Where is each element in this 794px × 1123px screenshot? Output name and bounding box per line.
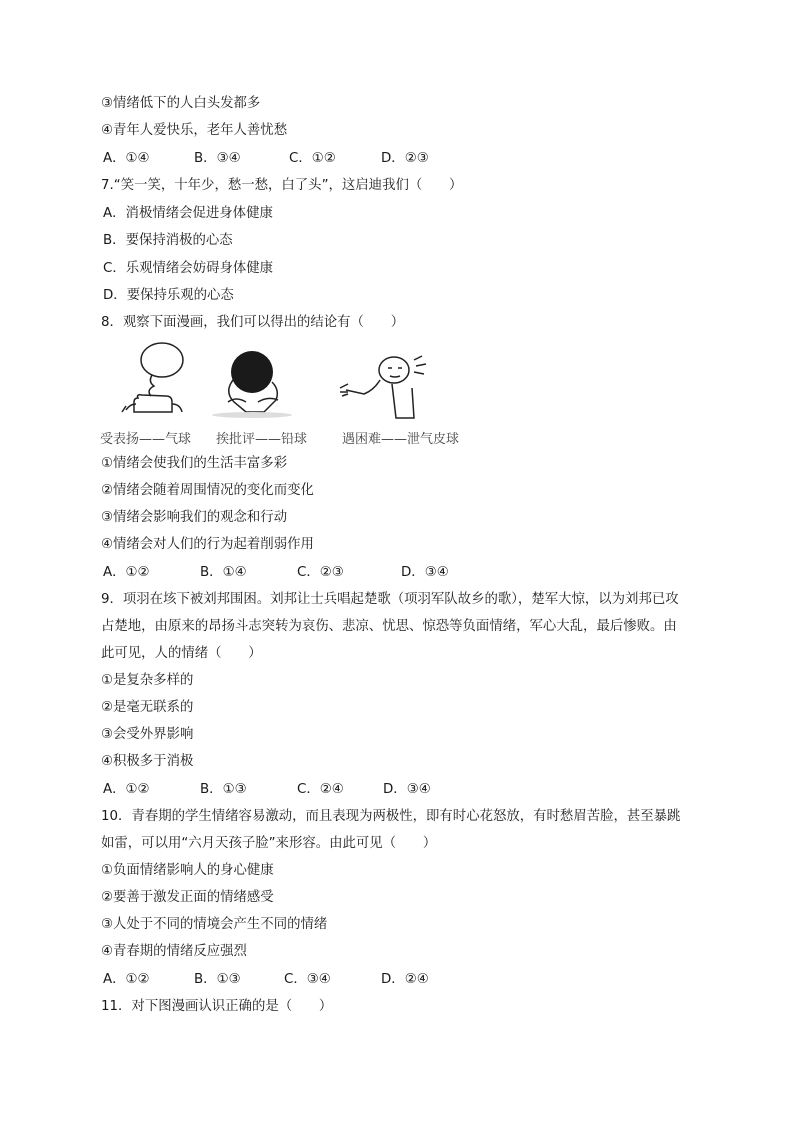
- q6-option-d: D．②③: [381, 151, 429, 166]
- q9-option-d: D．③④: [383, 782, 431, 797]
- q8-item-1: ①情绪会使我们的生活丰富多彩: [101, 456, 288, 471]
- q10-item-2: ②要善于激发正面的情绪感受: [101, 890, 274, 905]
- q10-option-c: C．③④: [284, 972, 331, 987]
- q8-item-4: ④情绪会对人们的行为起着削弱作用: [101, 537, 314, 552]
- q8-cartoon-illustration: [96, 340, 476, 428]
- q9-stem-line-2: 占楚地，由原来的昂扬斗志突转为哀伤、悲凉、忧思、惊恐等负面情绪，军心大乱，最后惨败。由: [101, 619, 677, 634]
- q7-stem: 7.“笑一笑，十年少，愁一愁，白了头”，这启迪我们（ ）: [101, 178, 463, 193]
- q9-item-2: ②是毫无联系的: [101, 700, 194, 715]
- q10-option-b: B．①③: [194, 972, 241, 987]
- deflated-ball-figure: [340, 356, 426, 418]
- q9-option-b: B．①③: [200, 782, 247, 797]
- q9-item-4: ④积极多于消极: [101, 754, 194, 769]
- q8-option-d: D．③④: [401, 565, 449, 580]
- q6-option-c: C．①②: [289, 151, 336, 166]
- q10-stem-line-1: 10．青春期的学生情绪容易激动，而且表现为两极性，即有时心花怒放，有时愁眉苦脸，甚至暴跳: [101, 809, 681, 824]
- q8-option-c: C．②③: [297, 565, 344, 580]
- q8-caption-criticism: 挨批评——铅球: [216, 432, 308, 447]
- q8-option-a: A．①②: [103, 565, 150, 580]
- q6-option-b: B．③④: [194, 151, 241, 166]
- q10-item-1: ①负面情绪影响人的身心健康: [101, 863, 274, 878]
- q6-item-4: ④青年人爱快乐，老年人善忧愁: [101, 123, 288, 138]
- q9-stem-line-3: 此可见，人的情绪（ ）: [101, 646, 262, 661]
- shotput-figure: [212, 351, 292, 418]
- q7-option-b: B．要保持消极的心态: [103, 233, 233, 248]
- q7-option-a: A．消极情绪会促进身体健康: [103, 206, 273, 221]
- q10-option-a: A．①②: [103, 972, 150, 987]
- q8-stem: 8．观察下面漫画，我们可以得出的结论有（ ）: [101, 315, 405, 330]
- q8-item-2: ②情绪会随着周围情况的变化而变化: [101, 483, 314, 498]
- q7-option-d: D．要保持乐观的心态: [103, 288, 234, 303]
- q6-option-a: A．①④: [103, 151, 150, 166]
- balloon-figure: [122, 343, 183, 412]
- q11-stem: 11．对下图漫画认识正确的是（ ）: [101, 999, 333, 1014]
- q10-item-3: ③人处于不同的情境会产生不同的情绪: [101, 917, 328, 932]
- q8-caption-difficulty: 遇困难——泄气皮球: [342, 432, 460, 447]
- q10-item-4: ④青春期的情绪反应强烈: [101, 944, 247, 959]
- q8-caption-praise: 受表扬——气球: [100, 432, 192, 447]
- q9-item-1: ①是复杂多样的: [101, 673, 194, 688]
- q10-stem-line-2: 如雷，可以用“六月天孩子脸”来形容。由此可见（ ）: [101, 836, 437, 851]
- q8-cartoon: [96, 340, 476, 448]
- q9-option-c: C．②④: [297, 782, 344, 797]
- q8-option-b: B．①④: [200, 565, 247, 580]
- q9-option-a: A．①②: [103, 782, 150, 797]
- q8-item-3: ③情绪会影响我们的观念和行动: [101, 510, 288, 525]
- q9-item-3: ③会受外界影响: [101, 727, 194, 742]
- q6-item-3: ③情绪低下的人白头发都多: [101, 96, 261, 111]
- q10-option-d: D．②④: [381, 972, 429, 987]
- q7-option-c: C．乐观情绪会妨碍身体健康: [103, 261, 274, 276]
- q9-stem-line-1: 9．项羽在垓下被刘邦围困。刘邦让士兵唱起楚歌（项羽军队故乡的歌），楚军大惊，以为刘邦已攻: [101, 592, 679, 607]
